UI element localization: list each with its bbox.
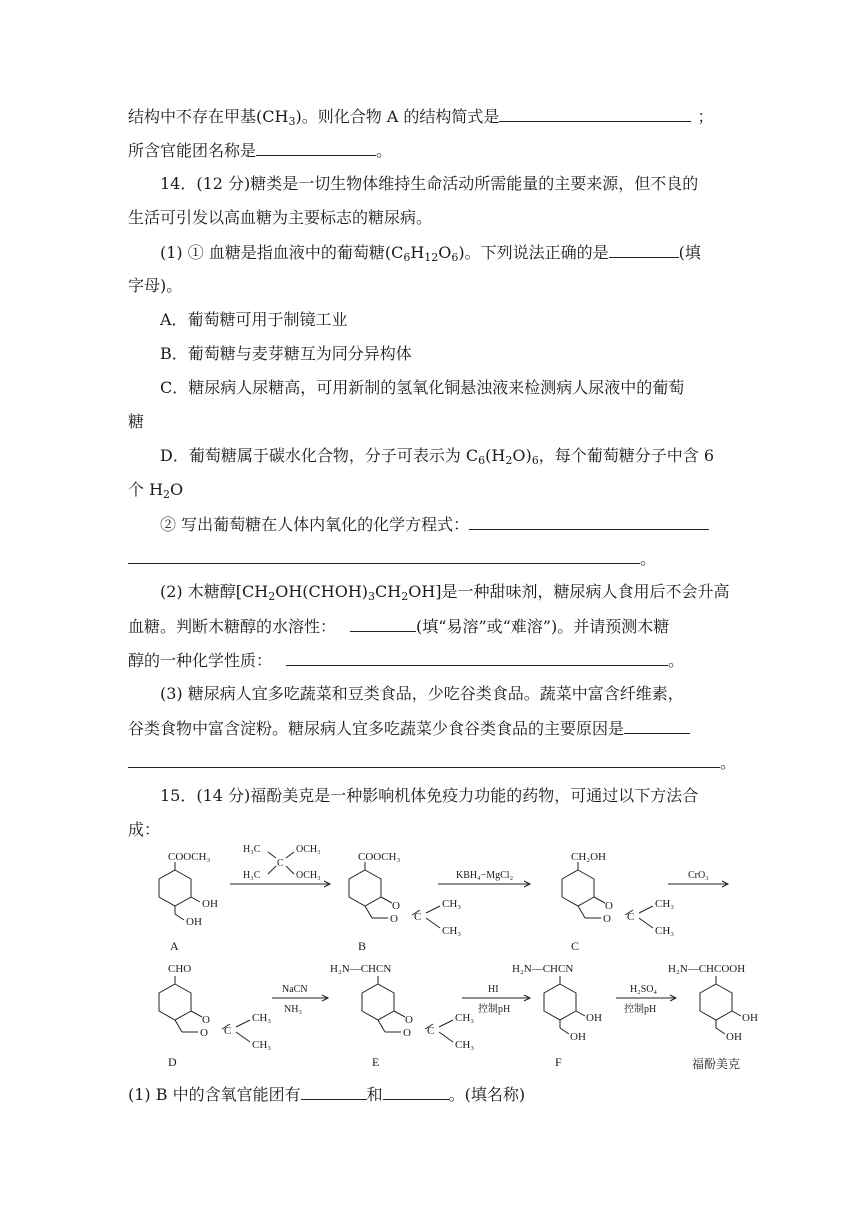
c-ring-o-2: O [603,913,611,925]
d-ring-c: C [224,1025,232,1037]
e-ring-o-2: O [403,1027,411,1039]
reagent-1-bottom-left: H₃C [243,870,261,881]
reagent-2: KBH₄−MgCl₂ [456,870,514,881]
q15-heading: 15．(14 分)福酚美克是一种影响机体免疫力功能的药物，可通过以下方法合 [160,786,699,805]
e-ch3-2: CH₃ [455,1039,475,1051]
q14-part3: (3) 糖尿病人宜多吃蔬菜和豆类食品，少吃谷类食品。蔬菜中富含纤维素， [160,684,684,703]
reagent-5-top: HI [488,984,499,995]
reagent-6-top: H₂SO₄ [630,984,657,995]
e-ch3-1: CH₃ [455,1012,475,1024]
reagent-1-top-left: H₃C [243,844,261,855]
a-oh-2: OH [186,916,202,928]
reagent-1-top-right: OCH₃ [296,844,321,855]
a-oh-1: OH [202,898,218,910]
c-ring-o-1: O [605,900,613,912]
q14-part3-cont: 谷类食物中富含淀粉。糖尿病人宜多吃蔬菜少食谷类食品的主要原因是 [128,718,690,739]
label-e: E [372,1055,380,1069]
label-b: B [358,939,367,953]
product-oh-1: OH [742,1012,758,1024]
q14-heading: 14．(12 分)糖类是一切生物体维持生命活动所需能量的主要来源，但不良的 [160,174,699,193]
ring-f [544,984,576,1020]
option-c: C．糖尿病人尿糖高，可用新制的氢氧化铜悬浊液来检测病人尿液中的葡萄 [160,378,685,397]
product-substituent: H₂N—CHCOOH [668,963,746,975]
label-a: A [170,939,179,953]
label-product: 福酚美克 [692,1057,741,1071]
q14-part1-2-cont: 。 [128,548,656,569]
ring-d [159,984,191,1020]
answer-blank[interactable] [383,1084,449,1100]
reagent-4-bottom: NH₃ [284,1004,302,1015]
reagent-4-top: NaCN [282,984,308,995]
q14-part2-cont2: 醇的一种化学性质： 。 [128,651,685,670]
option-d-cont: 个 $H_2O$ [128,480,184,501]
d-ring-o-1: O [202,1014,210,1026]
b-substituent: COOCH₃ [358,851,401,863]
ring-c [562,870,594,906]
q13-line-2: 所含官能团名称是 。 [128,141,393,160]
q14-part2-cont: 血糖。判断木糖醇的水溶性： (填“易溶”或“难溶”)。并请预测木糖 [128,617,670,636]
f-substituent: H₂N—CHCN [512,963,574,975]
reagent-5-bottom: 控制pH [478,1004,511,1015]
d-ring-o-2: O [200,1027,208,1039]
q14-part1-stem: (1) ① 血糖是指血液中的葡萄糖$(C_6H_{12}O_6)$。下列说法正确的是 (填 [160,243,701,264]
label-c: C [571,939,580,953]
q14-part1-2: ② 写出葡萄糖在人体内氧化的化学方程式： [160,514,709,535]
reagent-3: CrO₃ [688,870,709,881]
b-ring-o-1: O [392,900,400,912]
f-oh-1: OH [586,1012,602,1024]
answer-blank[interactable] [301,1084,367,1100]
a-substituent: COOCH₃ [168,851,211,863]
c-substituent: CH₂OH [571,851,607,863]
e-ring-o-1: O [405,1014,413,1026]
e-ring-c: C [427,1025,435,1037]
q14-part2: (2) 木糖醇$[CH_2OH(CHOH)_3CH_2OH]$是一种甜味剂，糖尿病人食用后不会升高 [160,582,730,603]
ring-b [349,870,381,906]
d-substituent: CHO [168,963,192,975]
option-c-cont: 糖 [128,412,145,431]
d-ch3-2: CH₃ [252,1039,272,1051]
f-oh-2: OH [570,1031,586,1043]
ring-product [700,984,732,1020]
label-d: D [168,1055,177,1069]
d-ch3-1: CH₃ [252,1012,272,1024]
c-ch3-2: CH₃ [655,925,675,937]
q14-heading-cont: 生活可引发以高血糖为主要标志的糖尿病。 [128,208,433,227]
q15-heading-cont: 成： [128,820,161,839]
e-substituent: H₂N—CHCN [330,963,392,975]
ring-a [159,870,191,906]
b-ring-c: C [414,911,422,923]
q13-line-1: 结构中不存在甲基$(CH_3)$。则化合物 A 的结构简式是 ； [128,107,714,128]
reagent-1-c: C [277,858,284,869]
c-ch3-1: CH₃ [655,898,675,910]
reagent-6-bottom: 控制pH [624,1004,657,1015]
option-b: B．葡萄糖与麦芽糖互为同分异构体 [160,344,412,363]
option-d: D．葡萄糖属于碳水化合物，分子可表示为 $C_6(H_2O)_6$，每个葡萄糖分子中含 6 [160,446,715,467]
option-a: A．葡萄糖可用于制镜工业 [160,310,348,329]
label-f: F [555,1055,562,1069]
c-ring-c: C [627,911,635,923]
b-ch3-2: CH₃ [442,925,462,937]
q15-part1: (1) B 中的含氧官能团有 和 。(填名称) [128,1085,526,1104]
q14-part3-cont2: 。 [128,752,736,773]
q14-part1-stem-cont: 字母)。 [128,276,183,295]
product-oh-2: OH [726,1031,742,1043]
b-ring-o-2: O [390,913,398,925]
b-ch3-1: CH₃ [442,898,462,910]
reagent-1-bottom-right: OCH₃ [296,870,321,881]
ring-e [362,984,394,1020]
